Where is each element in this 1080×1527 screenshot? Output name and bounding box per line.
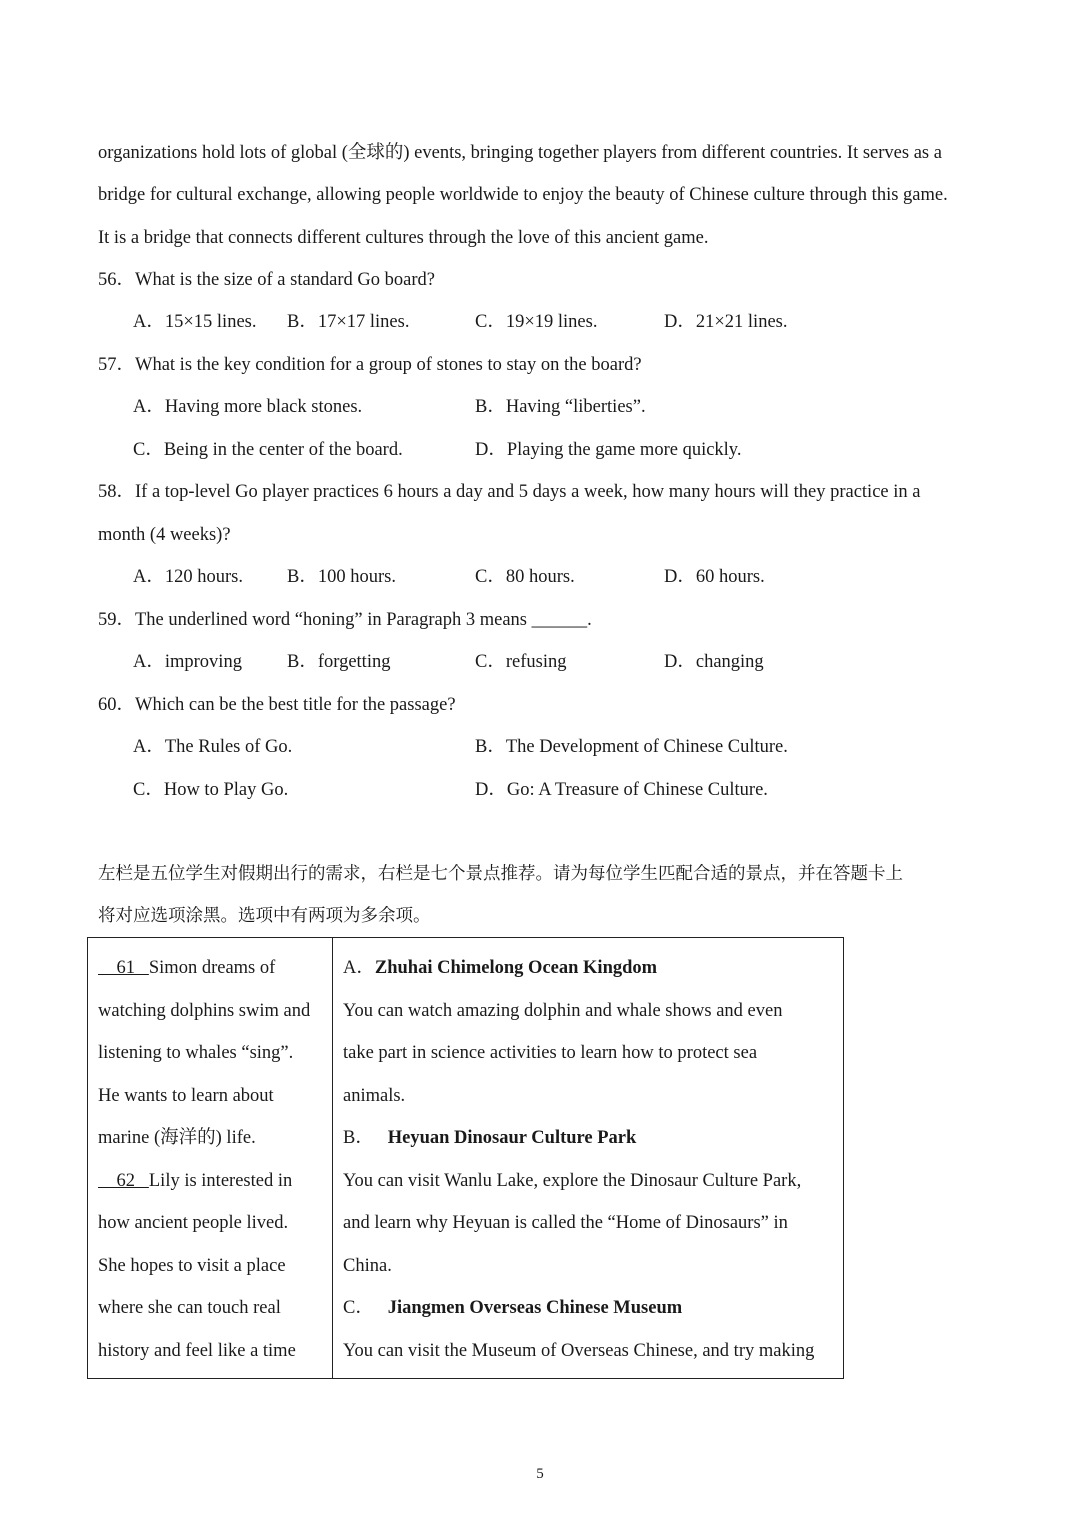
question-58-stem-cont: month (4 weeks)?: [98, 525, 231, 545]
matching-table: [87, 937, 844, 1379]
question-60-option-a: A．The Rules of Go.: [133, 737, 293, 757]
attraction-text: You can watch amazing dolphin and whale shows and even: [343, 1001, 783, 1021]
student-text: history and feel like a time: [98, 1341, 296, 1361]
attraction-text: You can visit the Museum of Overseas Chinese, and try making: [343, 1341, 815, 1361]
matching-instructions: 左栏是五位学生对假期出行的需求，右栏是七个景点推荐。请为每位学生匹配合适的景点，并在答题卡上: [98, 864, 903, 884]
students-column: [88, 938, 333, 1379]
passage-line: It is a bridge that connects different cultures through the love of this ancient game.: [98, 228, 709, 248]
question-56-option-a: A．15×15 lines.: [133, 312, 257, 332]
student-text: watching dolphins swim and: [98, 1001, 311, 1021]
student-61: 61 Simon dreams of: [98, 956, 275, 980]
passage-line: organizations hold lots of global (全球的) events, bringing together players from different countries. It serves as a: [98, 143, 942, 163]
student-text: He wants to learn about: [98, 1086, 274, 1106]
attraction-text: China.: [343, 1256, 392, 1276]
page-number: 5: [536, 1466, 544, 1482]
attraction-text: and learn why Heyuan is called the “Home of Dinosaurs” in: [343, 1213, 788, 1233]
attraction-text: You can visit Wanlu Lake, explore the Dinosaur Culture Park,: [343, 1171, 802, 1191]
question-60-option-d: D．Go: A Treasure of Chinese Culture.: [475, 780, 768, 800]
question-60-option-b: B．The Development of Chinese Culture.: [475, 737, 788, 757]
attraction-a-heading: A．Zhuhai Chimelong Ocean Kingdom: [343, 958, 658, 978]
question-57-option-a: A．Having more black stones.: [133, 397, 363, 417]
question-59-option-c: C．refusing: [475, 652, 567, 672]
question-56-stem: 56．What is the size of a standard Go board?: [98, 270, 436, 290]
attraction-c-heading: C． Jiangmen Overseas Chinese Museum: [343, 1298, 683, 1318]
question-56-option-d: D．21×21 lines.: [664, 312, 788, 332]
question-57-stem: 57．What is the key condition for a group of stones to stay on the board?: [98, 355, 642, 375]
question-60-option-c: C．How to Play Go.: [133, 780, 289, 800]
attraction-text: animals.: [343, 1086, 406, 1106]
answer-blank-61: 61: [116, 958, 135, 978]
question-57-option-c: C．Being in the center of the board.: [133, 440, 403, 460]
matching-instructions-cont: 将对应选项涂黑。选项中有两项为多余项。: [98, 906, 431, 926]
question-59-option-b: B．forgetting: [287, 652, 391, 672]
question-58-stem: 58．If a top-level Go player practices 6 hours a day and 5 days a week, how many hours will they practice in a: [98, 482, 921, 502]
question-56-option-c: C．19×19 lines.: [475, 312, 598, 332]
question-58-option-c: C．80 hours.: [475, 567, 575, 587]
attraction-b-heading: B． Heyuan Dinosaur Culture Park: [343, 1128, 637, 1148]
student-text: where she can touch real: [98, 1298, 281, 1318]
question-58-option-a: A．120 hours.: [133, 567, 243, 587]
student-62: 62 Lily is interested in: [98, 1169, 292, 1193]
question-60-stem: 60．Which can be the best title for the passage?: [98, 695, 456, 715]
attractions-column: [333, 938, 844, 1379]
question-57-option-d: D．Playing the game more quickly.: [475, 440, 742, 460]
question-58-option-d: D．60 hours.: [664, 567, 765, 587]
student-text: marine (海洋的) life.: [98, 1128, 256, 1148]
question-57-option-b: B．Having “liberties”.: [475, 397, 646, 417]
question-59-option-a: A．improving: [133, 652, 242, 672]
passage-line: bridge for cultural exchange, allowing people worldwide to enjoy the beauty of Chinese culture through this game.: [98, 185, 948, 205]
student-text: listening to whales “sing”.: [98, 1043, 294, 1063]
question-58-option-b: B．100 hours.: [287, 567, 396, 587]
student-text: how ancient people lived.: [98, 1213, 289, 1233]
student-text: She hopes to visit a place: [98, 1256, 286, 1276]
question-56-option-b: B．17×17 lines.: [287, 312, 410, 332]
question-59-stem: 59．The underlined word “honing” in Paragraph 3 means ______.: [98, 610, 592, 630]
question-59-option-d: D．changing: [664, 652, 764, 672]
attraction-text: take part in science activities to learn how to protect sea: [343, 1043, 758, 1063]
answer-blank-62: 62: [116, 1171, 135, 1191]
